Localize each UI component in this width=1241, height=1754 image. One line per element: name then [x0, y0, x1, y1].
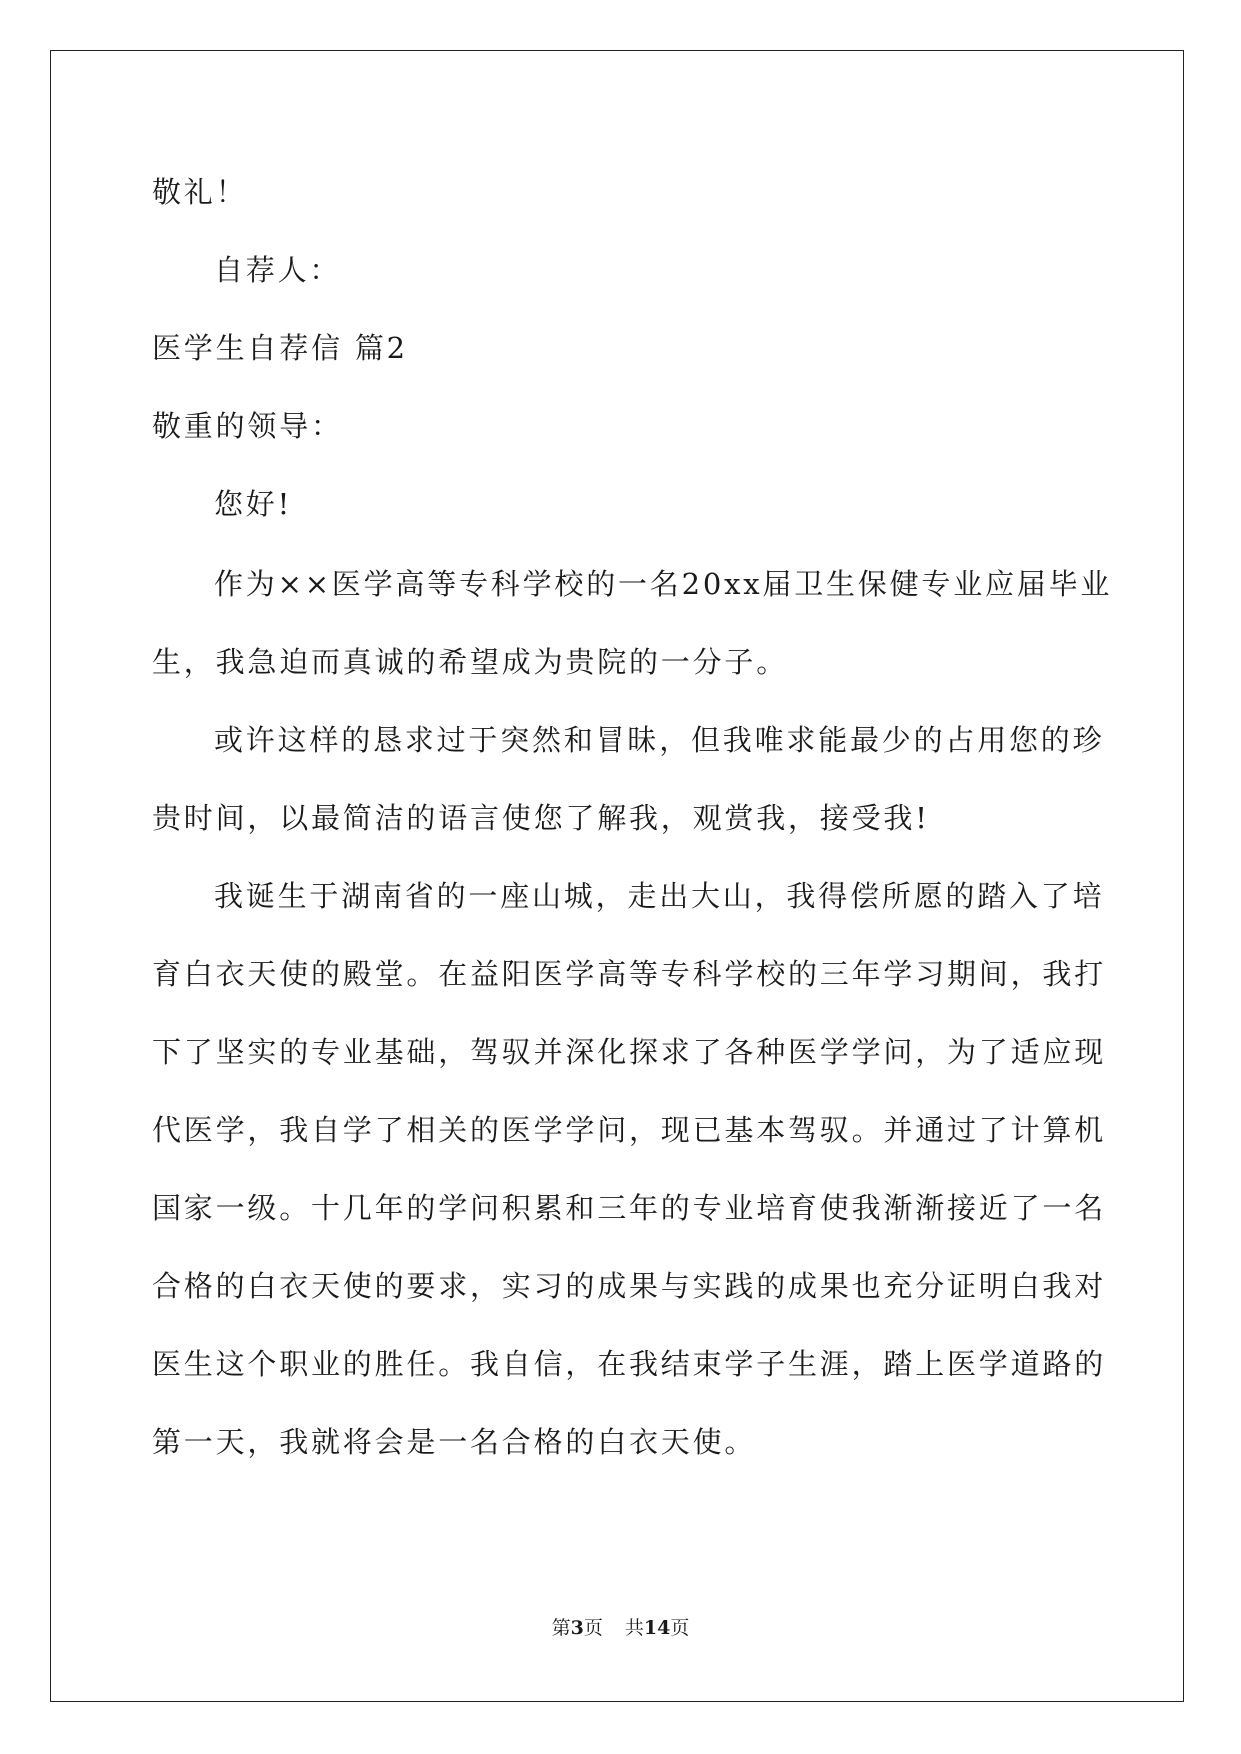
page-footer [0, 1616, 1241, 1640]
paragraph-3-line-3: 下了坚实的专业基础，驾驭并深化探求了各种医学学问，为了适应现 [152, 1035, 1107, 1069]
paragraph-1-line-1: 作为××医学高等专科学校的一名20xx届卫生保健专业应届毕业 [214, 567, 1113, 601]
paragraph-3-line-8: 第一天，我就将会是一名合格的白衣天使。 [152, 1425, 757, 1459]
paragraph-3-line-6: 合格的白衣天使的要求，实习的成果与实践的成果也充分证明白我对 [152, 1269, 1107, 1303]
paragraph-2-line-1: 或许这样的恳求过于突然和冒昧，但我唯求能最少的占用您的珍 [214, 723, 1105, 757]
paragraph-3-line-7: 医生这个职业的胜任。我自信，在我结束学子生涯，踏上医学道路的 [152, 1347, 1107, 1381]
closing-salutation: 敬礼！ [152, 175, 248, 209]
paragraph-2-line-2: 贵时间，以最简洁的语言使您了解我，观赏我，接受我! [152, 801, 930, 835]
section-title: 医学生自荐信 篇2 [152, 331, 408, 365]
paragraph-3-line-2: 育白衣天使的殿堂。在益阳医学高等专科学校的三年学习期间，我打 [152, 957, 1107, 991]
greeting-recipient: 敬重的领导： [152, 409, 343, 443]
page-current: 3 [570, 1617, 584, 1639]
total-prefix: 共 [624, 1617, 644, 1639]
paragraph-3-line-1: 我诞生于湖南省的一座山城，走出大山，我得偿所愿的踏入了培 [214, 879, 1105, 913]
paragraph-1-line-2: 生，我急迫而真诚的希望成为贵院的一分子。 [152, 645, 789, 679]
total-suffix: 页 [670, 1617, 690, 1639]
signature-label: 自荐人： [214, 253, 342, 287]
page-total: 14 [643, 1617, 671, 1639]
page-suffix: 页 [583, 1617, 603, 1639]
greeting-hello: 您好! [214, 487, 293, 521]
page-prefix: 第 [551, 1617, 571, 1639]
paragraph-3-line-5: 国家一级。十几年的学问积累和三年的专业培育使我渐渐接近了一名 [152, 1191, 1107, 1225]
paragraph-3-line-4: 代医学，我自学了相关的医学学问，现已基本驾驭。并通过了计算机 [152, 1113, 1107, 1147]
